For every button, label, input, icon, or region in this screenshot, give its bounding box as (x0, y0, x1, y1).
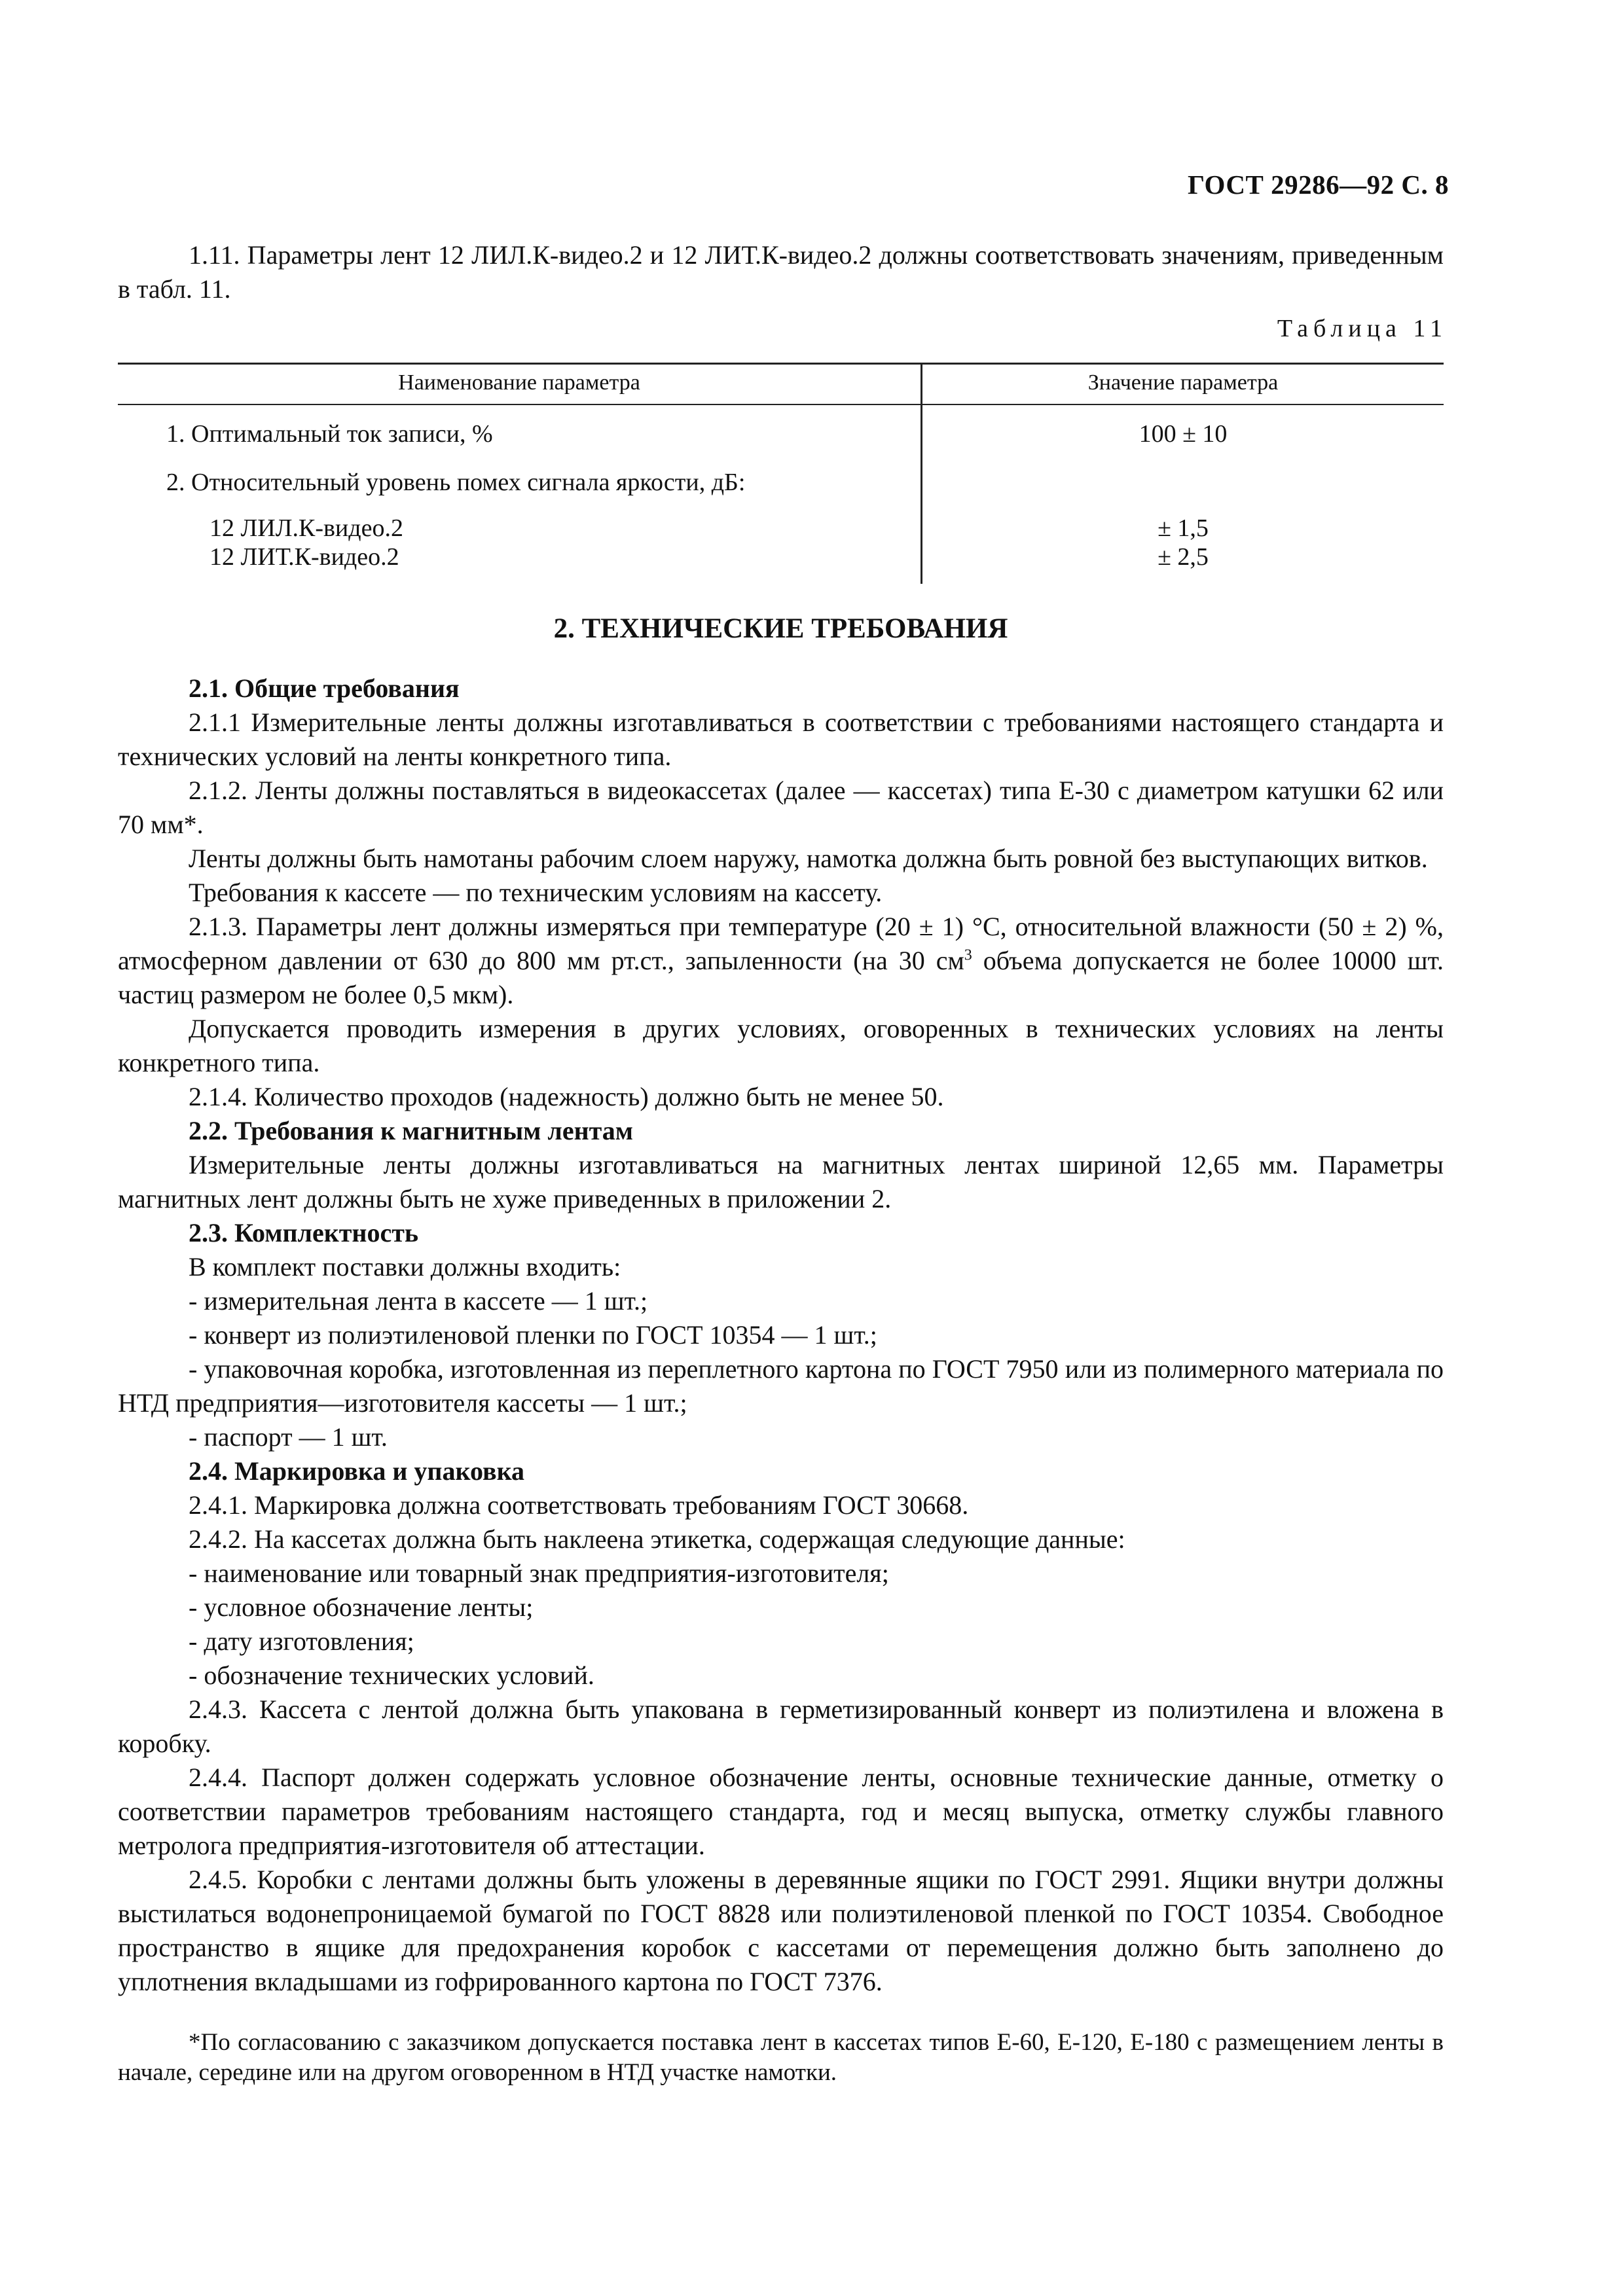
list-item: - измерительная лента в кассете — 1 шт.; (189, 1286, 648, 1316)
footnote (118, 2028, 1444, 2088)
list-item: - конверт из полиэтиленовой пленки по ГОСТ 10354 — 1 шт.; (189, 1320, 877, 1350)
paragraph-2-4-2: 2.4.2. На кассетах должна быть наклеена этикетка, содержащая следующие данные: (189, 1524, 1125, 1554)
table-row-3-value: ± 1,5 (1158, 514, 1209, 542)
table-header-rule (118, 404, 1444, 405)
paragraph-2-3: В комплект поставки должны входить: (189, 1252, 621, 1282)
list-item: - наименование или товарный знак предприятия-изготовителя; (189, 1558, 889, 1588)
list-item: - условное обозначение ленты; (189, 1592, 534, 1622)
paragraph-2-1-2-winding: Ленты должны быть намотаны рабочим слоем наружу, намотка должна быть ровной без выступающих витков. (189, 844, 1428, 873)
paragraph-2-1-4: 2.1.4. Количество проходов (надежность) должно быть не менее 50. (189, 1082, 944, 1111)
table-row-1-value: 100 ± 10 (1139, 420, 1228, 448)
paragraph-2-4-4: 2.4.4. Паспорт должен содержать условное обозначение ленты, основные технические данные, отметку о соответствии параметров требованиям настоящего стандарта, год и месяц выпуска, отметку службы главного метролога предприятия-изготовителя об аттестации. (118, 1763, 1444, 1860)
list-item: - дату изготовления; (189, 1626, 414, 1656)
paragraph-2-1-1: 2.1.1 Измерительные ленты должны изготавливаться в соответствии с требованиями настоящего стандарта и технических условий на ленты конкретного типа. (118, 708, 1444, 771)
list-item: - упаковочная коробка, изготовленная из переплетного картона по ГОСТ 7950 или из полимерного материала по НТД предприятия—изготовителя кассеты — 1 шт.; (118, 1354, 1444, 1418)
paragraph-2-1-3 (118, 910, 1444, 1012)
paragraph-2-4-3: 2.4.3. Кассета с лентой должна быть упакована в герметизированный конверт из полиэтилена и вложена в коробку. (118, 1695, 1444, 1758)
footnote-text: *По согласованию с заказчиком допускается поставка лент в кассетах типов Е-60, Е-120, Е-180 с размещением ленты в начале, середине или на другом оговоренном в НТД участке намотки. (118, 2029, 1444, 2086)
list-item: - паспорт — 1 шт. (189, 1422, 388, 1452)
table-header-name: Наименование параметра (398, 370, 640, 395)
heading-2-1: 2.1. Общие требования (189, 673, 460, 703)
table-row-4-name: 12 ЛИТ.К-видео.2 (210, 543, 399, 571)
paragraph-2-1-2-cassette: Требования к кассете — по техническим условиям на кассету. (189, 878, 883, 907)
paragraph-2-4-1: 2.4.1. Маркировка должна соответствовать требованиям ГОСТ 30668. (189, 1490, 969, 1520)
superscript-3: 3 (964, 946, 972, 964)
paragraph-2-1-3-part-a: 2.1.3. Параметры лент должны измеряться при температуре (20 ± 1) °С, относительной влажности (50 ± 2) %, атмосферном давлении от 630 до 800 мм рт.ст., запыленности (на 30 см (118, 912, 1444, 975)
table-label: Таблица 11 (1277, 315, 1448, 342)
paragraph-2-1-3-other-conditions: Допускается проводить измерения в других условиях, оговоренных в технических условиях на ленты конкретного типа. (118, 1014, 1444, 1077)
intro-paragraph (118, 238, 1444, 306)
table-top-rule (118, 363, 1444, 365)
paragraph-2-4-5: 2.4.5. Коробки с лентами должны быть уложены в деревянные ящики по ГОСТ 2991. Ящики внутри должны выстилаться водонепроницаемой бумагой по ГОСТ 8828 или полиэтиленовой пленкой по ГОСТ 10354. Свободное пространство в ящике для предохранения коробок с кассетами от перемещения должно быть заполнено до уплотнения вкладышами из гофрированного картона по ГОСТ 7376. (118, 1865, 1444, 1996)
heading-2-2: 2.2. Требования к магнитным лентам (189, 1116, 634, 1145)
table-row-2-name: 2. Относительный уровень помех сигнала яркости, дБ: (166, 469, 746, 496)
paragraph-2-2: Измерительные ленты должны изготавливаться на магнитных лентах шириной 12,65 мм. Параметры магнитных лент должны быть не хуже приведенных в приложении 2. (118, 1150, 1444, 1213)
heading-2-3: 2.3. Комплектность (189, 1218, 419, 1247)
table-row-4-value: ± 2,5 (1158, 543, 1209, 571)
heading-2-4: 2.4. Маркировка и упаковка (189, 1456, 525, 1486)
section-body (118, 672, 1444, 1999)
table-header-value: Значение параметра (1087, 370, 1279, 395)
table-row-3-name: 12 ЛИЛ.К-видео.2 (210, 514, 403, 542)
table-row-1-name: 1. Оптимальный ток записи, % (166, 420, 493, 448)
list-item: - обозначение технических условий. (189, 1660, 594, 1690)
paragraph-1-11: 1.11. Параметры лент 12 ЛИЛ.К-видео.2 и 12 ЛИТ.К-видео.2 должны соответствовать значениям, приведенным в табл. 11. (118, 240, 1444, 304)
page-header: ГОСТ 29286—92 С. 8 (1187, 170, 1449, 200)
section-title: 2. ТЕХНИЧЕСКИЕ ТРЕБОВАНИЯ (553, 613, 1008, 644)
paragraph-2-1-2: 2.1.2. Ленты должны поставляться в видеокассетах (далее — кассетах) типа Е-30 с диаметром катушки 62 или 70 мм*. (118, 776, 1444, 839)
paragraph-2-1-3-part-b: объема допускается не более 10000 шт. частиц размером не более 0,5 мкм). (118, 946, 1444, 1009)
